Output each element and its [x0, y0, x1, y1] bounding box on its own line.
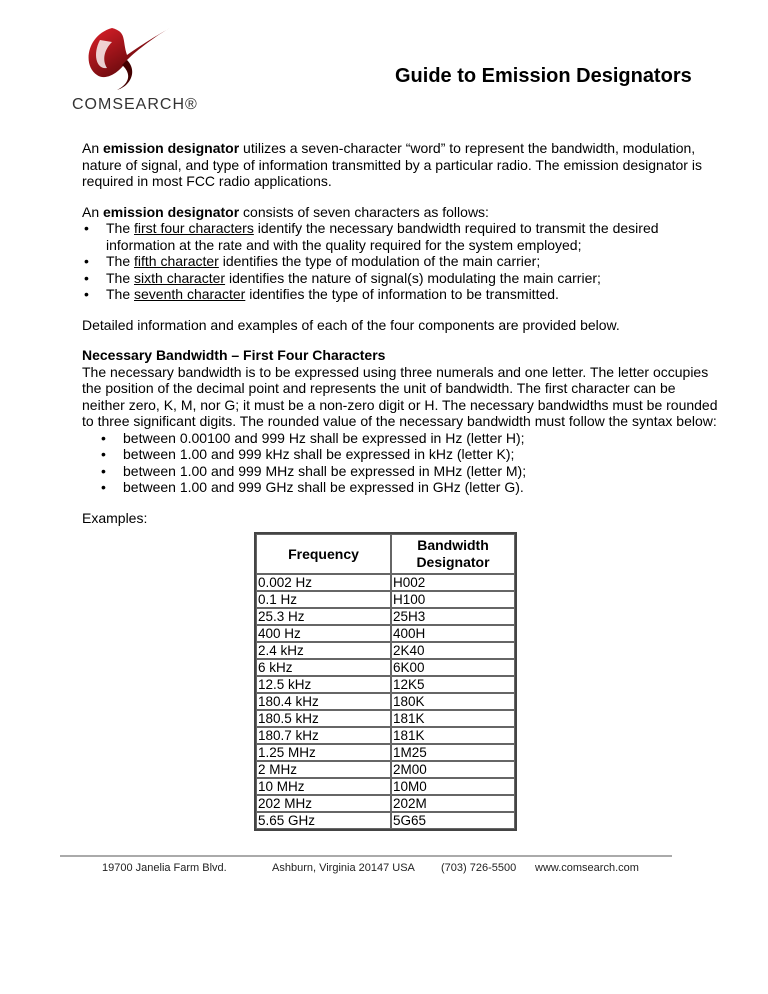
designator-cell: 10M0 [391, 778, 515, 795]
table-row [256, 693, 515, 710]
frequency-cell: 202 MHz [256, 795, 391, 812]
table-row [256, 642, 515, 659]
designator-cell: 6K00 [391, 659, 515, 676]
designator-cell: 2K40 [391, 642, 515, 659]
footer [60, 855, 672, 879]
intro-paragraph: An emission designator utilizes a seven-character “word” to represent the bandwidth, modulation, nature of signal, and type of information transmitted by a particular radio. The emission designator is required in most FCC radio applications. [82, 140, 702, 189]
table-row [256, 812, 515, 829]
designator-cell: 1M25 [391, 744, 515, 761]
table-row [256, 676, 515, 693]
list-item: • between 1.00 and 999 MHz shall be expressed in MHz (letter M); [82, 463, 722, 480]
table-row [256, 727, 515, 744]
frequency-cell: 0.1 Hz [256, 591, 391, 608]
designator-cell: 400H [391, 625, 515, 642]
list-item: • The sixth character identifies the nature of signal(s) modulating the main carrier; [82, 270, 722, 287]
table-row [256, 778, 515, 795]
frequency-cell: 180.4 kHz [256, 693, 391, 710]
table-row [256, 795, 515, 812]
frequency-cell: 180.5 kHz [256, 710, 391, 727]
list-item: • between 1.00 and 999 GHz shall be expressed in GHz (letter G). [82, 479, 722, 496]
column-header: Bandwidth Designator [391, 534, 515, 574]
footer-address: 19700 Janelia Farm Blvd. [102, 862, 227, 874]
bandwidth-text: The necessary bandwidth is to be expressed using three numerals and one letter. The letter occupies the position of the decimal point and represents the unit of bandwidth. The first character can be neither zero, K, M, nor G; it must be a non-zero digit or H. The necessary bandwidths must be rounded to three significant digits. The rounded value of the necessary bandwidth must follow the syntax below: [82, 363, 718, 429]
designator-cell: 12K5 [391, 676, 515, 693]
bandwidth-section [82, 347, 722, 496]
table-row [256, 659, 515, 676]
table-row [256, 591, 515, 608]
frequency-cell: 2 MHz [256, 761, 391, 778]
table-row [256, 574, 515, 591]
detailed-paragraph: Detailed information and examples of each of the four components are provided below. [82, 316, 620, 333]
examples-label: Examples: [82, 509, 148, 526]
designator-cell: 2M00 [391, 761, 515, 778]
designator-cell: H100 [391, 591, 515, 608]
frequency-cell: 5.65 GHz [256, 812, 391, 829]
logo-text: COMSEARCH® [72, 96, 198, 113]
frequency-cell: 1.25 MHz [256, 744, 391, 761]
document-body [82, 0, 722, 831]
table-row [256, 710, 515, 727]
designator-cell: 181K [391, 710, 515, 727]
list-item: • between 0.00100 and 999 Hz shall be expressed in Hz (letter H); [82, 430, 722, 447]
section-heading: Necessary Bandwidth – First Four Characters [82, 347, 386, 363]
table-row [256, 625, 515, 642]
list-item: • The fifth character identifies the type of modulation of the main carrier; [82, 253, 722, 270]
table-row [256, 608, 515, 625]
designator-cell: 25H3 [391, 608, 515, 625]
frequency-cell: 6 kHz [256, 659, 391, 676]
list-item: • The seventh character identifies the type of information to be transmitted. [82, 286, 722, 303]
designator-cell: 202M [391, 795, 515, 812]
frequency-cell: 400 Hz [256, 625, 391, 642]
list-item: • between 1.00 and 999 kHz shall be expressed in kHz (letter K); [82, 446, 722, 463]
designator-cell: 181K [391, 727, 515, 744]
designator-cell: 5G65 [391, 812, 515, 829]
frequency-cell: 0.002 Hz [256, 574, 391, 591]
frequency-cell: 180.7 kHz [256, 727, 391, 744]
table-row [256, 744, 515, 761]
column-header: Frequency [256, 534, 391, 574]
footer-phone: (703) 726-5500 [441, 862, 517, 874]
frequency-cell: 10 MHz [256, 778, 391, 795]
consists-paragraph: An emission designator consists of seven characters as follows: • The first four characters identify the necessary bandwidth required to transmit the desired information at the rate and with the quality required for the system employed; • The fifth character identifies the type of modulation of the main carrier; • The sixth character identifies the nature of signal(s) modulating the main carrier; • The seventh character identifies the type of information to be transmitted. [82, 204, 722, 303]
designator-cell: 180K [391, 693, 515, 710]
examples-table [254, 532, 517, 831]
frequency-cell: 2.4 kHz [256, 642, 391, 659]
designator-cell: H002 [391, 574, 515, 591]
character-list [82, 220, 722, 303]
frequency-cell: 25.3 Hz [256, 608, 391, 625]
frequency-cell: 12.5 kHz [256, 676, 391, 693]
table-row [256, 761, 515, 778]
list-item: • The first four characters identify the necessary bandwidth required to transmit the desired information at the rate and with the quality required for the system employed; [82, 220, 722, 253]
footer-website: www.comsearch.com [535, 862, 639, 874]
footer-city: Ashburn, Virginia 20147 USA [272, 862, 415, 874]
page-title: Guide to Emission Designators [395, 65, 692, 87]
